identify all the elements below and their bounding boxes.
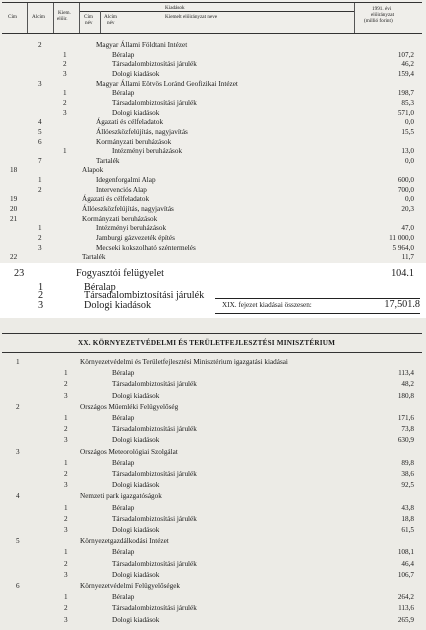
bottom-row-label: Dologi kiadások (112, 571, 160, 579)
row-value: 198,7 (397, 89, 414, 97)
row-label: Ágazati és célfeladatok (96, 118, 164, 126)
typed-row-label: Társadalombiztosítási járulék (84, 290, 205, 301)
bottom-row-label: Dologi kiadások (112, 616, 160, 624)
row-alcim: 6 (38, 138, 42, 146)
bottom-row-label: Társadalombiztosítási járulék (112, 604, 197, 612)
bottom-row-kiem: 3 (64, 436, 68, 444)
header-kiem-2: előir. (57, 16, 68, 22)
row-value: 20,3 (401, 205, 414, 213)
row-label: Állóeszközfelújítás, nagyjavítás (82, 205, 174, 213)
bottom-row-label: Környezetvédelmi Felügyelőségek (80, 582, 180, 590)
bottom-row-value: 92,5 (401, 481, 414, 489)
bottom-row-value: 265,9 (397, 616, 414, 624)
bottom-row-value: 48,2 (401, 380, 414, 388)
header-sep-3 (79, 3, 80, 33)
row-kiem: 2 (63, 60, 67, 68)
chapter-total-value: 17,501.8 (384, 299, 420, 310)
header-inner-rule (80, 11, 354, 12)
header-cim-nev-1: Cím (84, 14, 93, 20)
row-label: Társadalombiztosítási járulék (112, 60, 197, 68)
row-cim: 18 (10, 166, 18, 174)
row-label: Magyar Állami Földtani Intézet (96, 41, 188, 49)
header-alcim-nev-2: név (107, 20, 115, 26)
row-kiem: 2 (63, 99, 67, 107)
bottom-row-label: Országos Meteorológiai Szolgálat (80, 448, 178, 456)
header-cim-nev-2: név (85, 20, 93, 26)
bottom-row-kiem: 3 (64, 392, 68, 400)
row-label: Állóeszközfelújítás, nagyjavítás (96, 128, 188, 136)
row-kiem: 1 (63, 147, 67, 155)
header-cim: Cím (8, 14, 17, 20)
header-top-rule (2, 2, 422, 3)
bottom-row-kiem: 2 (64, 515, 68, 523)
row-alcim: 3 (38, 80, 42, 88)
bottom-row-label: Béralap (112, 459, 135, 467)
bottom-row-kiem: 2 (64, 425, 68, 433)
bottom-row-kiem: 1 (64, 548, 68, 556)
header-alcim: Alcím (32, 14, 45, 20)
header-sep-1 (27, 3, 28, 33)
row-alcim: 1 (38, 224, 42, 232)
bottom-row-cim: 6 (16, 582, 20, 590)
header-sep-2 (53, 3, 54, 33)
bottom-row-label: Társadalombiztosítási járulék (112, 425, 197, 433)
row-label: Idegenforgalmi Alap (96, 176, 156, 184)
row-cim: 19 (10, 195, 18, 203)
row-alcim: 3 (38, 244, 42, 252)
row-value: 700,0 (397, 186, 414, 194)
row-label: Kormányzati beruházások (82, 215, 158, 223)
bottom-row-kiem: 2 (64, 604, 68, 612)
row-value: 107,2 (397, 51, 414, 59)
row-cim: 22 (10, 253, 18, 261)
bottom-row-cim: 3 (16, 448, 20, 456)
row-value: 11,7 (401, 253, 414, 261)
row-value: 46,2 (401, 60, 414, 68)
section-title: XX. KÖRNYEZETVÉDELMI ÉS TERÜLETFEJLESZTÉSI MINISZTÉRIUM (78, 339, 336, 347)
bottom-row-kiem: 1 (64, 504, 68, 512)
bottom-row-label: Dologi kiadások (112, 436, 160, 444)
header-kiadasok: Kiadások (165, 5, 185, 11)
row-label: Intézményi beruházások (112, 147, 183, 155)
row-value: 47,0 (401, 224, 414, 232)
row-alcim: 1 (38, 176, 42, 184)
bottom-row-value: 113,4 (398, 369, 414, 377)
typed-row-alcim: 1 (38, 282, 44, 293)
row-alcim: 2 (38, 186, 42, 194)
bottom-row-value: 113,6 (398, 604, 414, 612)
bottom-row-value: 108,1 (397, 548, 414, 556)
bottom-row-cim: 4 (16, 492, 20, 500)
row-alcim: 2 (38, 41, 42, 49)
section-top-rule (2, 333, 422, 334)
row-label: Intervenciós Alap (96, 186, 147, 194)
bottom-row-kiem: 2 (64, 470, 68, 478)
bottom-row-label: Dologi kiadások (112, 481, 160, 489)
header-sep-4 (100, 11, 101, 33)
row-alcim: 5 (38, 128, 42, 136)
typed-row-label: Fogyasztói felügyelet (76, 268, 164, 279)
bottom-row-value: 61,5 (401, 526, 414, 534)
row-label: Magyar Állami Eötvös Loránd Geofizikai Intézet (96, 80, 238, 88)
bottom-row-label: Környezetvédelmi és Területfejlesztési Minisztérium igazgatási kiadásai (80, 358, 288, 366)
row-label: Dologi kiadások (112, 109, 160, 117)
row-label: Jamburgi gázvezeték építés (96, 234, 175, 242)
header-bottom-rule (2, 33, 422, 34)
typed-row-label: Dologi kiadások (84, 300, 152, 311)
bottom-row-label: Béralap (112, 504, 135, 512)
row-value: 159,4 (397, 70, 414, 78)
row-value: 85,3 (401, 99, 414, 107)
row-kiem: 1 (63, 89, 67, 97)
row-value: 0,0 (405, 195, 414, 203)
bottom-row-value: 264,2 (397, 593, 414, 601)
bottom-row-label: Dologi kiadások (112, 526, 160, 534)
bottom-row-value: 171,6 (397, 414, 414, 422)
typed-row-alcim: 2 (38, 290, 44, 301)
bottom-row-label: Nemzeti park igazgatóságok (80, 492, 162, 500)
bottom-row-value: 89,8 (401, 459, 414, 467)
header-year-1: 1991. évi (372, 6, 392, 12)
bottom-row-label: Környezetgazdálkodási Intézet (80, 537, 169, 545)
header-alcim-nev-1: Alcím (104, 14, 117, 20)
bottom-row-value: 43,8 (401, 504, 414, 512)
row-alcim: 4 (38, 118, 42, 126)
bottom-row-kiem: 2 (64, 380, 68, 388)
bottom-row-value: 38,6 (401, 470, 414, 478)
row-value: 571,0 (397, 109, 414, 117)
bottom-row-label: Társadalombiztosítási járulék (112, 560, 197, 568)
bottom-row-label: Társadalombiztosítási járulék (112, 515, 197, 523)
bottom-row-value: 106,7 (397, 571, 414, 579)
row-kiem: 1 (63, 51, 67, 59)
bottom-row-value: 46,4 (401, 560, 414, 568)
bottom-row-label: Országos Műemléki Felügyelőség (80, 403, 179, 411)
row-label: Ágazati és célfeladatok (82, 195, 150, 203)
typed-row-alcim: 3 (38, 300, 44, 311)
bottom-row-label: Béralap (112, 593, 135, 601)
row-value: 15,5 (401, 128, 414, 136)
bottom-row-value: 180,8 (397, 392, 414, 400)
row-label: Tartalék (96, 157, 120, 165)
header-kiem-1: Kiem. (58, 10, 71, 16)
row-label: Dologi kiadások (112, 70, 160, 78)
row-value: 0,0 (405, 157, 414, 165)
bottom-row-kiem: 3 (64, 481, 68, 489)
row-cim: 20 (10, 205, 18, 213)
bottom-row-kiem: 3 (64, 526, 68, 534)
typed-row-cim: 23 (14, 268, 25, 279)
bottom-row-label: Béralap (112, 369, 135, 377)
bottom-row-label: Béralap (112, 414, 135, 422)
row-label: Béralap (112, 51, 135, 59)
bottom-row-kiem: 1 (64, 593, 68, 601)
header-year-2: előirányzat (371, 12, 395, 18)
row-label: Mecseki kokszolható széntermelés (96, 244, 196, 252)
bottom-row-cim: 2 (16, 403, 20, 411)
bottom-row-value: 18,8 (401, 515, 414, 523)
bottom-row-kiem: 3 (64, 571, 68, 579)
header-sep-5 (354, 3, 355, 33)
bottom-row-label: Társadalombiztosítási járulék (112, 380, 197, 388)
bottom-row-value: 73,8 (401, 425, 414, 433)
row-cim: 21 (10, 215, 18, 223)
bottom-row-kiem: 1 (64, 459, 68, 467)
bottom-row-kiem: 1 (64, 414, 68, 422)
bottom-row-cim: 1 (16, 358, 20, 366)
bottom-row-cim: 5 (16, 537, 20, 545)
bottom-row-kiem: 2 (64, 560, 68, 568)
row-value: 5 964,0 (392, 244, 414, 252)
row-value: 13,0 (401, 147, 414, 155)
header-kiemelt-nev: Kiemelt előirányzat neve (165, 14, 218, 20)
typed-row-value: 104.1 (391, 268, 414, 279)
chapter-total-label: XIX. fejezet kiadásai összesen: (222, 301, 312, 309)
typed-row-label: Béralap (84, 282, 116, 293)
row-kiem: 3 (63, 109, 67, 117)
header-year-3: (millió forint) (364, 18, 393, 24)
row-label: Tartalék (82, 253, 106, 261)
bottom-row-kiem: 1 (64, 369, 68, 377)
section-bottom-rule (2, 352, 422, 353)
row-label: Béralap (112, 89, 135, 97)
row-alcim: 2 (38, 234, 42, 242)
bottom-row-kiem: 3 (64, 616, 68, 624)
row-alcim: 7 (38, 157, 42, 165)
row-value: 0,0 (405, 118, 414, 126)
row-label: Társadalombiztosítási járulék (112, 99, 197, 107)
row-value: 600,0 (397, 176, 414, 184)
bottom-row-label: Béralap (112, 548, 135, 556)
row-label: Intézményi beruházások (96, 224, 167, 232)
bottom-row-label: Dologi kiadások (112, 392, 160, 400)
row-kiem: 3 (63, 70, 67, 78)
row-label: Kormányzati beruházások (96, 138, 172, 146)
row-value: 11 000,0 (389, 234, 414, 242)
row-label: Alapok (82, 166, 104, 174)
bottom-row-label: Társadalombiztosítási járulék (112, 470, 197, 478)
bottom-row-value: 630,9 (397, 436, 414, 444)
